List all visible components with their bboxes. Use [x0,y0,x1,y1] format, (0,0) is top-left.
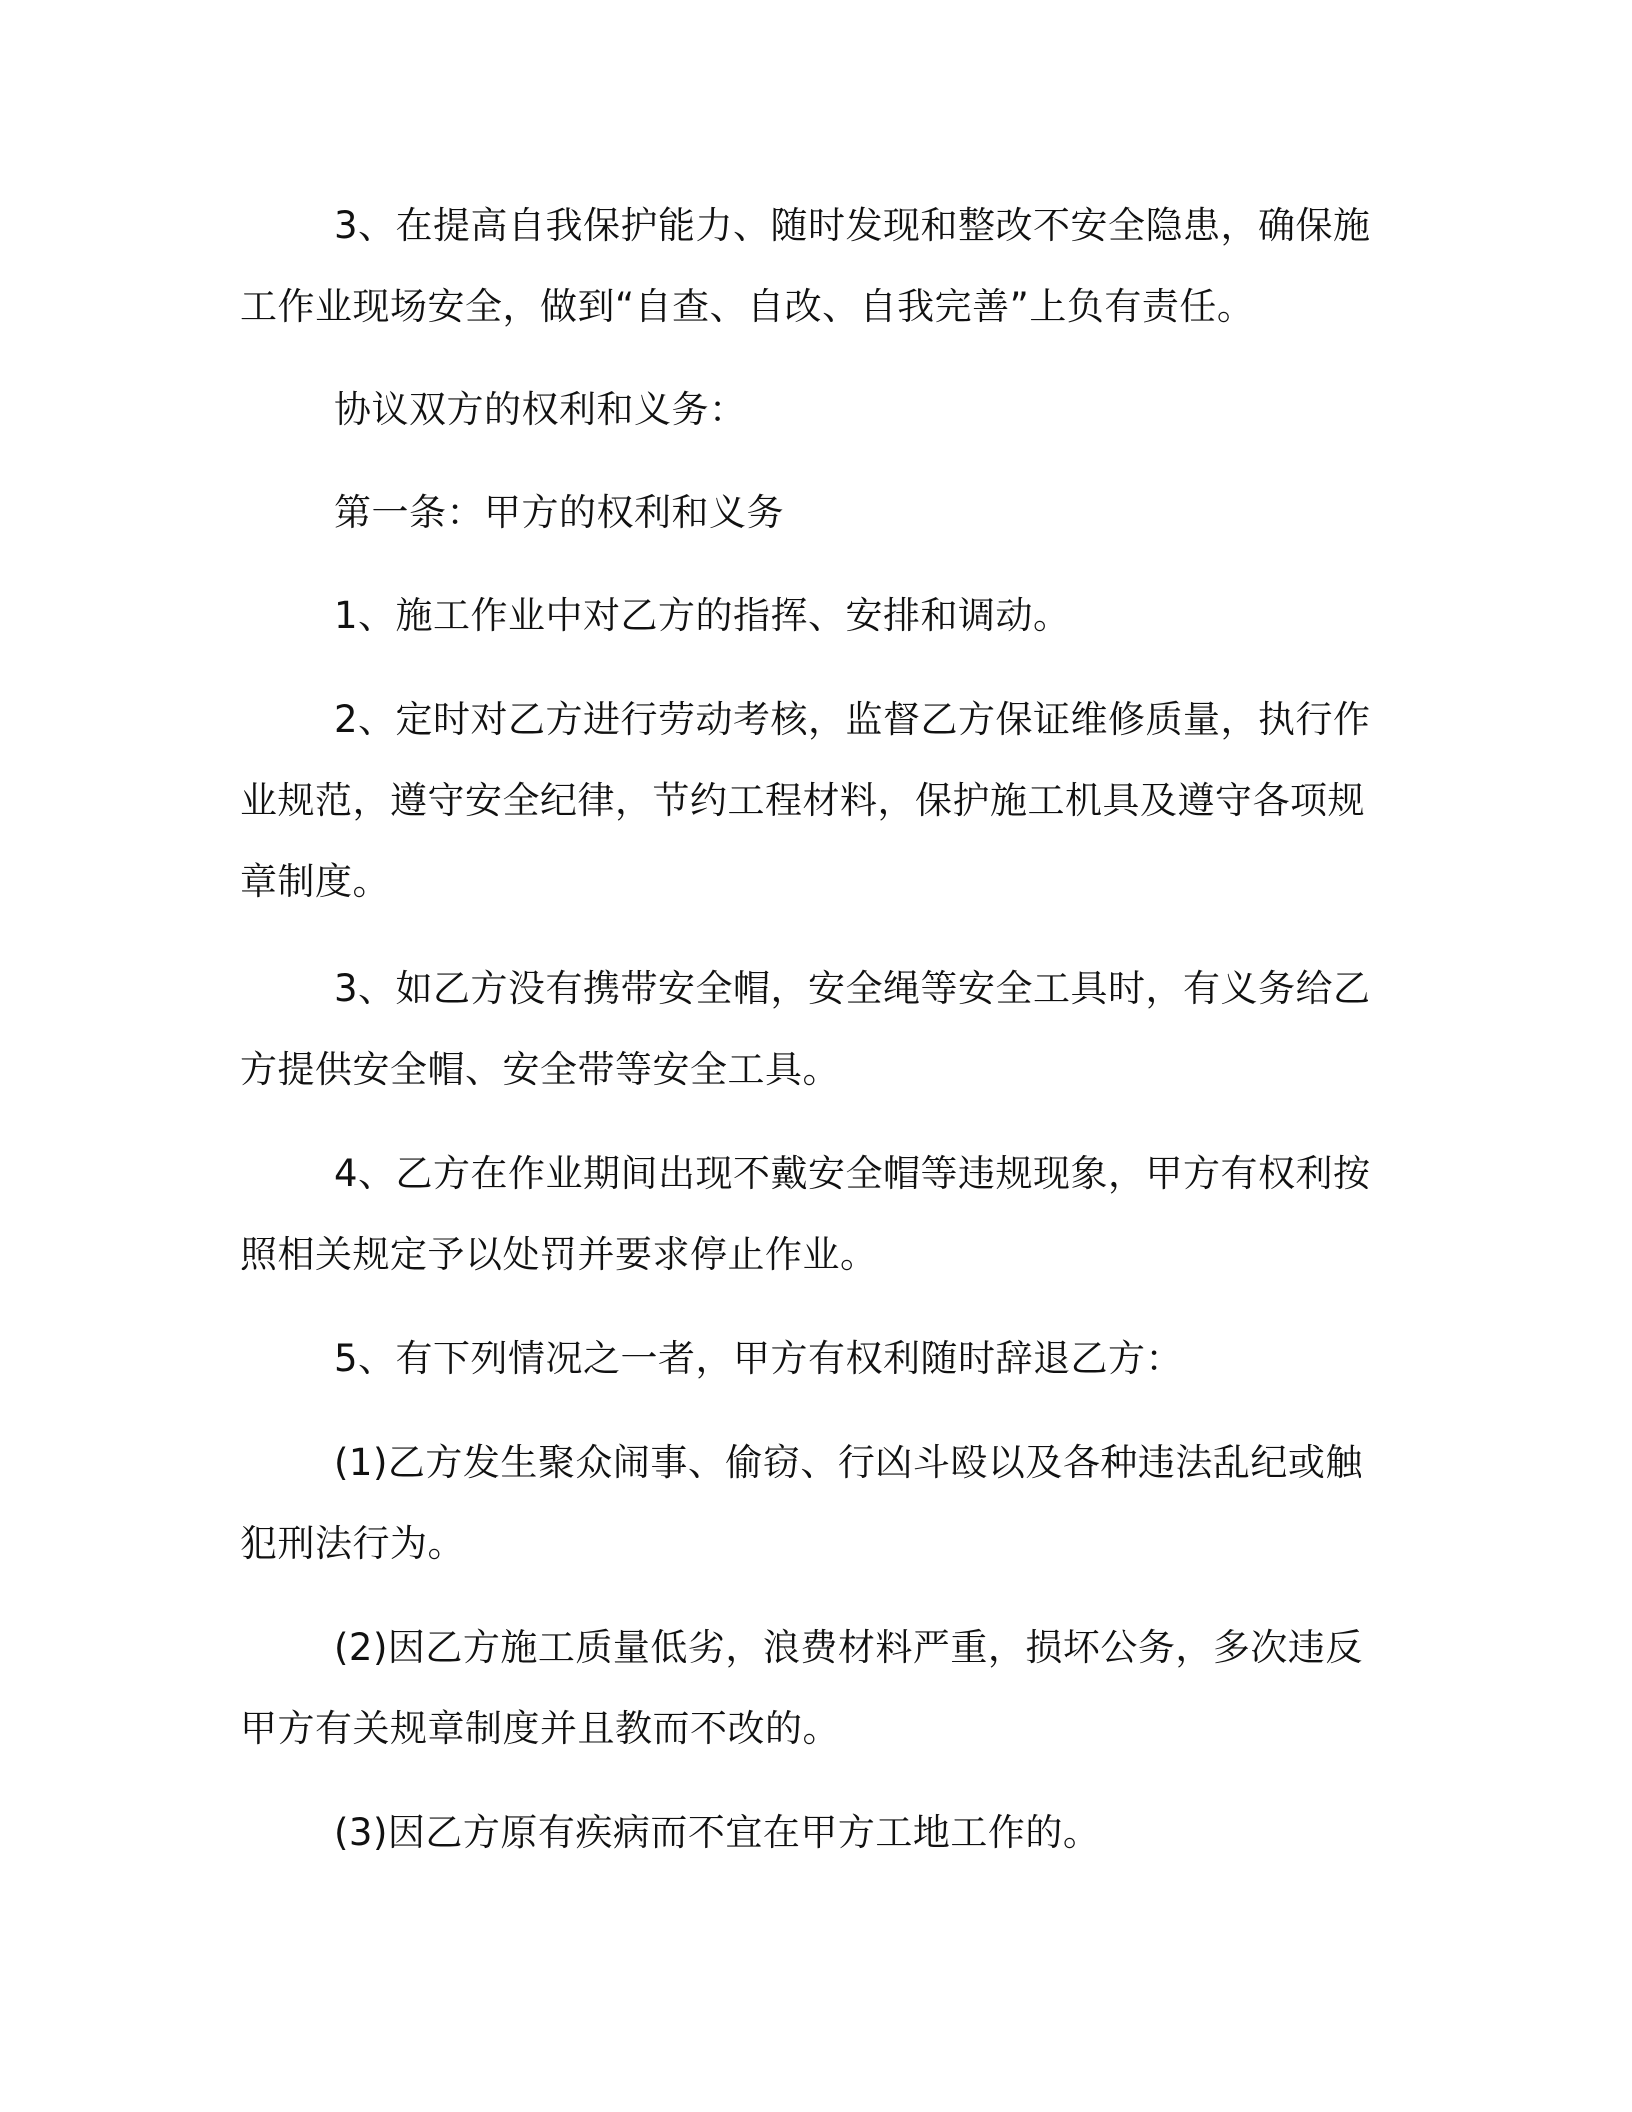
paragraph-item-4: 4、乙方在作业期间出现不戴安全帽等违规现象，甲方有权利按照相关规定予以处罚并要求停止作业。 [240,1152,1371,1276]
paragraph-article-one: 第一条：甲方的权利和义务 [334,491,784,534]
paragraph-item-2: 2、定时对乙方进行劳动考核，监督乙方保证维修质量，执行作业规范，遵守安全纪律，节约工程材料，保护施工机具及遵守各项规章制度。 [240,698,1371,903]
paragraph-subitem-2: (2)因乙方施工质量低劣，浪费材料严重，损坏公务，多次违反甲方有关规章制度并且教而不改的。 [240,1626,1363,1750]
paragraph-rights-heading: 协议双方的权利和义务： [334,388,747,431]
paragraph-item-3: 3、如乙方没有携带安全帽，安全绳等安全工具时，有义务给乙方提供安全帽、安全带等安全工具。 [240,967,1371,1091]
paragraph-item-5: 5、有下列情况之一者，甲方有权利随时辞退乙方： [334,1337,1184,1380]
paragraph-responsibility: 3、在提高自我保护能力、随时发现和整改不安全隐患，确保施工作业现场安全，做到“自查、自改、自我完善”上负有责任。 [240,204,1371,328]
paragraph-subitem-1: (1)乙方发生聚众闹事、偷窃、行凶斗殴以及各种违法乱纪或触犯刑法行为。 [240,1441,1363,1565]
paragraph-item-1: 1、施工作业中对乙方的指挥、安排和调动。 [334,594,1071,637]
document-page [240,185,1390,1873]
paragraph-subitem-3: (3)因乙方原有疾病而不宜在甲方工地工作的。 [334,1811,1101,1854]
